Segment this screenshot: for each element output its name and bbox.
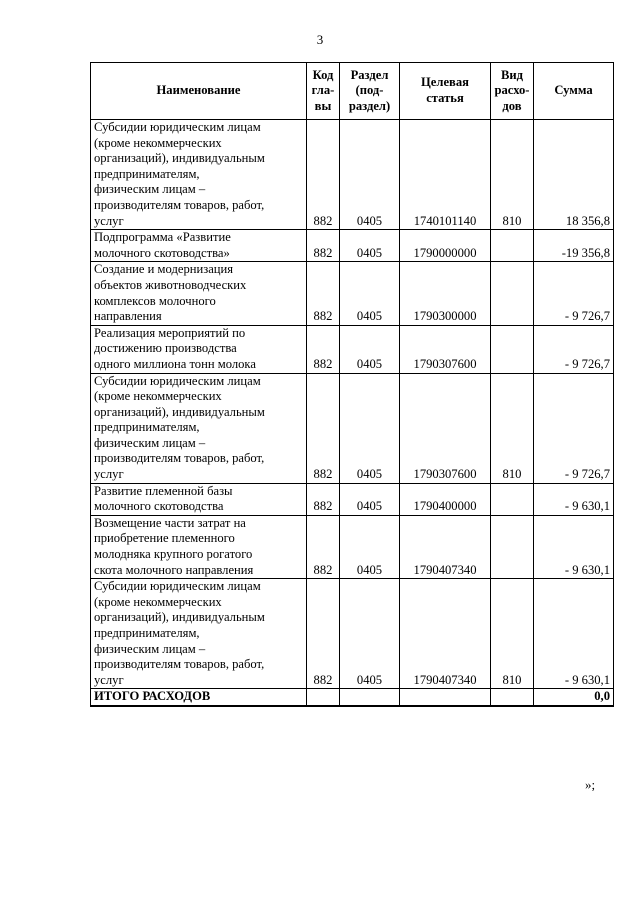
row-name: Подпрограмма «Развитие молочного скотоводства»	[91, 230, 307, 262]
budget-table	[90, 62, 614, 707]
row-target-article: 1790407340	[400, 579, 491, 689]
header-chapter-code: Код гла-вы	[307, 63, 340, 120]
row-expense-type	[491, 515, 534, 578]
row-section: 0405	[340, 579, 400, 689]
table-row	[91, 262, 614, 325]
row-amount: 18 356,8	[534, 120, 614, 230]
table-row	[91, 120, 614, 230]
row-chapter-code: 882	[307, 120, 340, 230]
row-chapter-code: 882	[307, 579, 340, 689]
total-amount: 0,0	[534, 689, 614, 706]
row-target-article: 1740101140	[400, 120, 491, 230]
row-chapter-code: 882	[307, 515, 340, 578]
row-target-article: 1790307600	[400, 373, 491, 483]
row-section: 0405	[340, 325, 400, 373]
row-expense-type	[491, 325, 534, 373]
row-expense-type	[491, 483, 534, 515]
row-amount: - 9 630,1	[534, 515, 614, 578]
table-row	[91, 483, 614, 515]
row-name: Возмещение части затрат на приобретение племенного молодняка крупного рогатого скота молочного направления	[91, 515, 307, 578]
header-target-article: Целевая статья	[400, 63, 491, 120]
row-amount: - 9 630,1	[534, 579, 614, 689]
row-chapter-code: 882	[307, 262, 340, 325]
row-chapter-code: 882	[307, 373, 340, 483]
row-section: 0405	[340, 515, 400, 578]
row-chapter-code: 882	[307, 483, 340, 515]
table-row	[91, 325, 614, 373]
total-label: ИТОГО РАСХОДОВ	[91, 689, 307, 706]
table-row	[91, 373, 614, 483]
header-section: Раздел (под-раздел)	[340, 63, 400, 120]
row-expense-type: 810	[491, 373, 534, 483]
header-expense-type: Вид расхо-дов	[491, 63, 534, 120]
row-chapter-code: 882	[307, 230, 340, 262]
table-row	[91, 230, 614, 262]
row-amount: -19 356,8	[534, 230, 614, 262]
row-amount: - 9 726,7	[534, 325, 614, 373]
row-section: 0405	[340, 120, 400, 230]
row-name: Реализация мероприятий по достижению производства одного миллиона тонн молока	[91, 325, 307, 373]
row-chapter-code: 882	[307, 325, 340, 373]
row-name: Субсидии юридическим лицам (кроме некоммерческих организаций), индивидуальным предпринимателям, физическим лицам – производителям товаров, работ, услуг	[91, 579, 307, 689]
table-row	[91, 579, 614, 689]
row-amount: - 9 726,7	[534, 262, 614, 325]
row-name: Субсидии юридическим лицам (кроме некоммерческих организаций), индивидуальным предпринимателям, физическим лицам – производителям товаров, работ, услуг	[91, 373, 307, 483]
row-target-article: 1790000000	[400, 230, 491, 262]
header-amount: Сумма	[534, 63, 614, 120]
row-amount: - 9 726,7	[534, 373, 614, 483]
row-target-article: 1790300000	[400, 262, 491, 325]
row-name: Субсидии юридическим лицам (кроме некоммерческих организаций), индивидуальным предпринимателям, физическим лицам – производителям товаров, работ, услуг	[91, 120, 307, 230]
row-amount: - 9 630,1	[534, 483, 614, 515]
row-expense-type	[491, 230, 534, 262]
row-expense-type: 810	[491, 120, 534, 230]
row-target-article: 1790307600	[400, 325, 491, 373]
row-target-article: 1790400000	[400, 483, 491, 515]
row-target-article: 1790407340	[400, 515, 491, 578]
row-section: 0405	[340, 230, 400, 262]
row-section: 0405	[340, 373, 400, 483]
row-expense-type: 810	[491, 579, 534, 689]
row-expense-type	[491, 262, 534, 325]
row-section: 0405	[340, 262, 400, 325]
page-number: 3	[316, 32, 324, 47]
row-name: Развитие племенной базы молочного скотоводства	[91, 483, 307, 515]
total-row	[91, 689, 614, 706]
header-name: Наименование	[91, 63, 307, 120]
table-row	[91, 515, 614, 578]
row-name: Создание и модернизация объектов животноводческих комплексов молочного направления	[91, 262, 307, 325]
row-section: 0405	[340, 483, 400, 515]
closing-quote-mark: »;	[585, 777, 596, 792]
table-header-row	[91, 63, 614, 120]
